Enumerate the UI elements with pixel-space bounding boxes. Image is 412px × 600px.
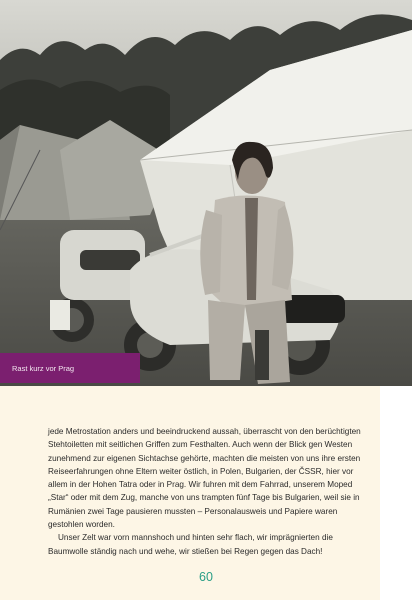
photo-caption: Rast kurz vor Prag [12,363,75,373]
page-number: 60 [199,570,213,584]
paragraph-1: jede Metrostation anders und beeindruckend aussah, überrascht von den berüchtigten Stehtoiletten mit seitlichen Griffen zum Festhalten. Auch wenn der Blick gen Westen zunehmend zur eigenen Sichtachse gehörte, machten die meisten von uns ihre ersten Reiseerfahrungen ohne Eltern weiter östlich, in Polen, Bulgarien, der ČSSR, hier vor allem in der Hohen Tatra oder in Prag. Wir fuhren mit dem Fahrrad, unserem Moped „Star“ oder mit dem Zug, manche von uns trampten fünf Tage bis Bulgarien, weil sie in Rumänien zwei Tage pausieren mussten – Personalausweis und Papiere waren gestohlen worden. [48,427,361,530]
paragraph-2: Unser Zelt war vorn mannshoch und hinten sehr flach, wir imprägnierten die Baumwolle ständig nach und wehe, wir stießen bei Regen gegen das Dach! [48,533,333,556]
body-text [48,425,373,558]
caption-bar [0,353,140,383]
